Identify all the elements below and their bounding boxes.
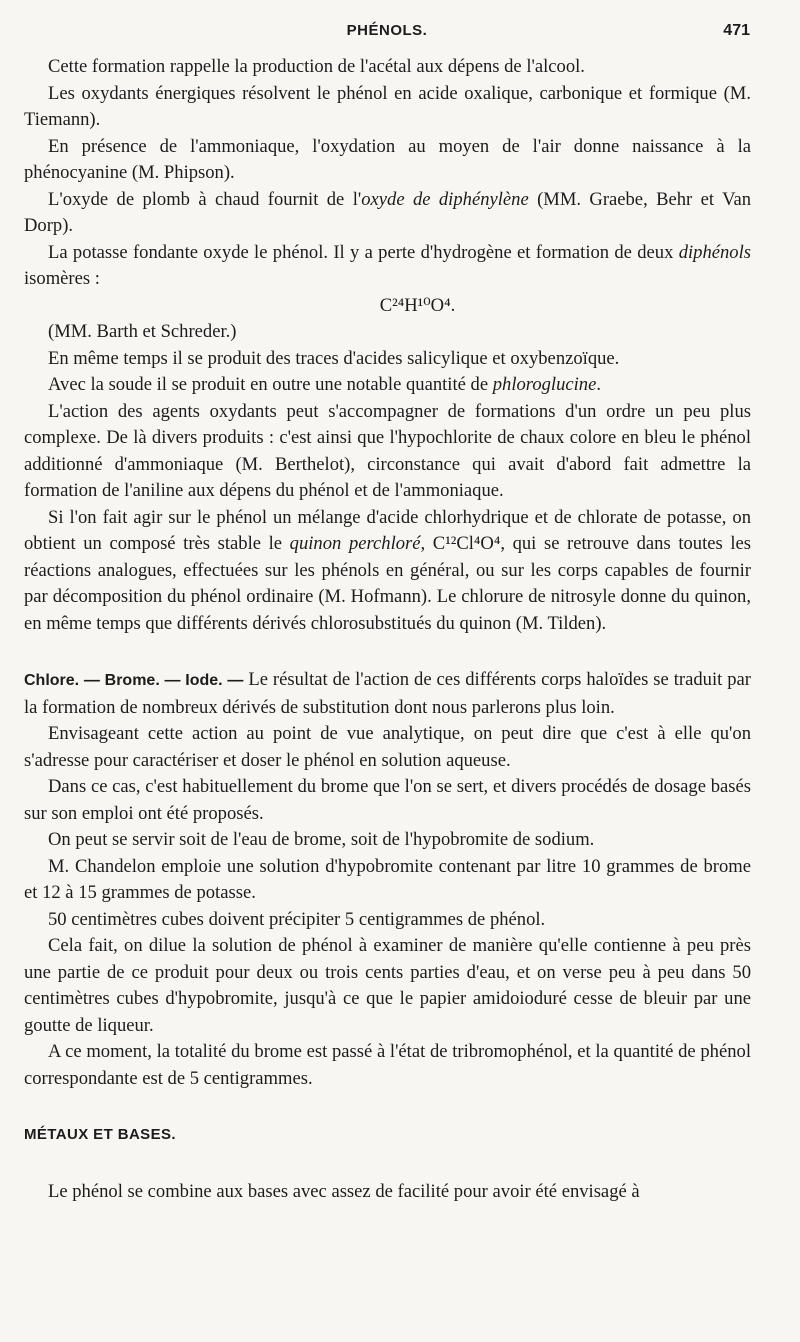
page-number: 471 (723, 22, 750, 39)
paragraph: A ce moment, la totalité du brome est passé à l'état de tribromophénol, et la quantité de phénol correspondante est de 5 centigrammes. (24, 1041, 751, 1089)
text-body (24, 54, 751, 1205)
paragraph: Cela fait, on dilue la solution de phénol à examiner de manière qu'elle contienne à peu près une partie de ce produit pour deux ou trois cents parties d'eau, et on verse peu à peu dans 50 centimètres cubes d'hypobromite, jusqu'à ce que le papier amidoioduré cesse de bleuir par une goutte de liqueur. (24, 935, 751, 1036)
paragraph: L'action des agents oxydants peut s'accompagner de formations d'un ordre un peu plus complexe. De là divers produits : c'est ainsi que l'hypochlorite de chaux colore en bleu le phénol additionné d'ammoniaque (M. Berthelot), circonstance qui avait d'abord fait admettre la formation de l'aniline aux dépens du phénol et de l'ammoniaque. (24, 400, 751, 501)
paragraph: Le phénol se combine aux bases avec assez de facilité pour avoir été envisagé à (48, 1180, 640, 1202)
paragraph: 50 centimètres cubes doivent précipiter 5 centigrammes de phénol. (48, 908, 546, 930)
chemical-formula: C²⁴H¹⁰O⁴. (379, 294, 456, 316)
paragraph (24, 505, 751, 638)
paragraph: En même temps il se produit des traces d'acides salicylique et oxybenzoïque. (48, 347, 620, 369)
italic-term: quinon perchloré, (289, 533, 426, 554)
spacer (24, 637, 751, 667)
text-span: Si l'on fait agir sur le phénol un mélange d'acide chlorhydrique et de chlorate de potasse, on obtient un composé très stable le (24, 506, 751, 554)
paragraph (24, 240, 751, 293)
text-span: Le résultat de l'action de ces différents corps haloïdes se traduit par la formation de nombreux dérivés de substitution dont nous parlerons plus loin. (24, 669, 751, 718)
text-span: Avec la soude il se produit en outre une notable quantité de (48, 374, 493, 395)
italic-term: diphénols (678, 241, 751, 263)
text-span: . (596, 374, 602, 395)
paragraph (24, 187, 751, 240)
paragraph: Cette formation rappelle la production de l'acétal aux dépens de l'alcool. (48, 56, 585, 77)
running-title: PHÉNOLS. (346, 22, 428, 39)
spacer (24, 1149, 751, 1179)
text-span: C¹²Cl⁴O⁴, qui se retrouve dans toutes les réactions analogues, effectuées sur les phénols en général, ou sur les corps capables de fournir par décomposition du phénol ordinaire (M. Hofmann). Le chlorure de nitrosyle donne du quinon, en même temps que différents dérivés chlorosubstitués du quinon (M. Tilden). (24, 533, 752, 634)
text-span: La potasse fondante oxyde le phénol. Il y a perte d'hydrogène et formation de deux (48, 241, 679, 263)
section-title: MÉTAUX ET BASES. (24, 1126, 176, 1143)
italic-term: phloroglucine (492, 374, 597, 395)
run-in-heading: Chlore. — Brome. — Iode. — (24, 672, 244, 689)
paragraph: (MM. Barth et Schreder.) (48, 321, 237, 342)
text-span: L'oxyde de plomb à chaud fournit de l' (48, 188, 362, 210)
text-span: (MM. Graebe, Behr et Van Dorp). (24, 188, 751, 236)
running-header (24, 18, 750, 48)
paragraph: M. Chandelon emploie une solution d'hypobromite contenant par litre 10 grammes de brome et 12 à 15 grammes de potasse. (24, 855, 751, 903)
paragraph: Envisageant cette action au point de vue analytique, on peut dire que c'est à elle qu'on s'adresse pour caractériser et doser le phénol en solution aqueuse. (24, 723, 751, 771)
italic-term: oxyde de diphénylène (361, 188, 529, 210)
paragraph (24, 372, 751, 399)
spacer (24, 1092, 751, 1122)
paragraph: Dans ce cas, c'est habituellement du brome que l'on se sert, et divers procédés de dosage basés sur son emploi ont été proposés. (24, 776, 751, 824)
paragraph: En présence de l'ammoniaque, l'oxydation au moyen de l'air donne naissance à la phénocyanine (M. Phipson). (24, 135, 751, 183)
paragraph: On peut se servir soit de l'eau de brome, soit de l'hypobromite de sodium. (48, 829, 595, 850)
paragraph (24, 667, 751, 721)
text-span: isomères : (24, 268, 100, 289)
paragraph: Les oxydants énergiques résolvent le phénol en acide oxalique, carbonique et formique (M. Tiemann). (24, 82, 751, 130)
